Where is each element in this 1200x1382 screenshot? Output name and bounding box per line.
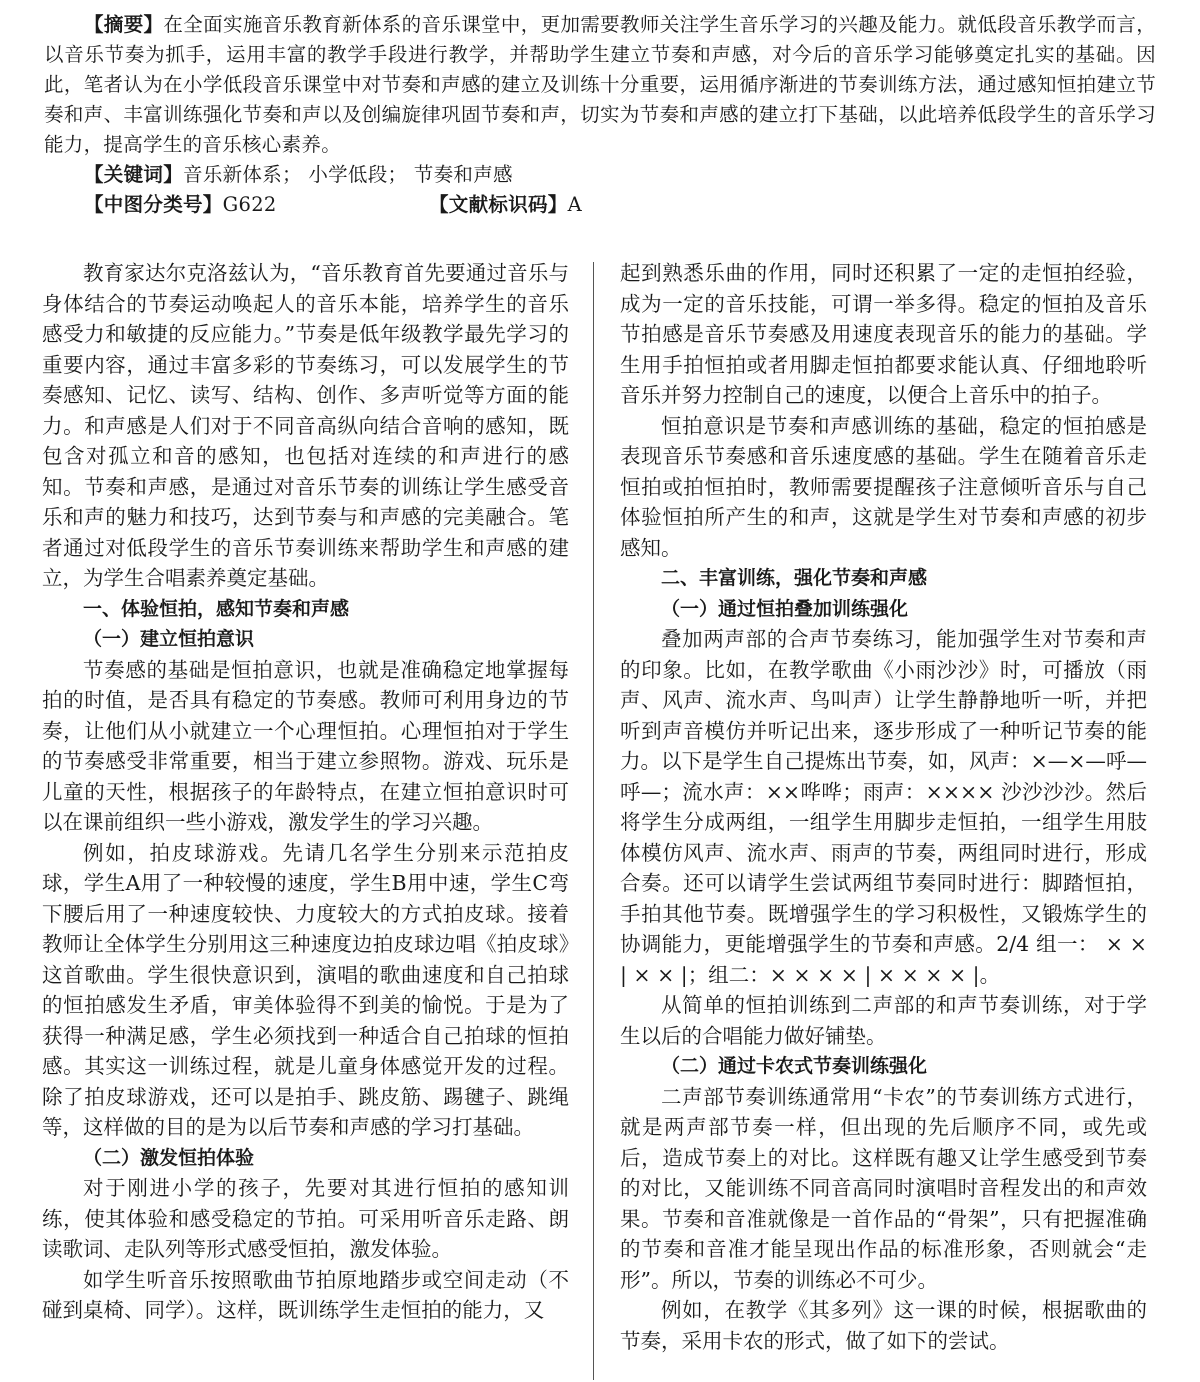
column-divider bbox=[593, 262, 594, 1380]
abstract-paragraph bbox=[44, 10, 1156, 160]
section-heading: 一、体验恒拍，感知节奏和声感 bbox=[83, 597, 350, 620]
abstract-block bbox=[44, 10, 1156, 220]
abstract-label: 【摘要】 bbox=[84, 13, 164, 36]
keywords-text: 音乐新体系； 小学低段； 节奏和声感 bbox=[183, 163, 513, 186]
classification-line bbox=[44, 190, 1156, 220]
body-paragraph: 叠加两声部的合声节奏练习，能加强学生对节奏和声的印象。比如，在教学歌曲《小雨沙沙》时，可播放（雨声、风声、流水声、鸟叫声）让学生静静地听一听，并把听到声音模仿并听记出来，逐步形成了一种听记节奏的能力。以下是学生自己提炼出节奏，如，风声：×—×—呼— 呼—；流水声：××哗哗；雨声：×××× 沙沙沙沙。然后将学生分成两组，一组学生用脚步走恒拍，一组学生用肢体模仿风声、流水声、雨声的节奏，两组同时进行，形成合奏。还可以请学生尝试两组节奏同时进行：脚踏恒拍，手拍其他节奏。既增强学生的学习积极性，又锻炼学生的协调能力，更能增强学生的节奏和声感。2/4 组一： × × | × × |；组二：× × × × | × × × × |。 bbox=[620, 627, 1147, 987]
body-paragraph: 二声部节奏训练通常用“卡农”的节奏训练方式进行，就是两声部节奏一样，但出现的先后顺序不同，或先或后，造成节奏上的对比。这样既有趣又让学生感受到节奏的对比，又能训练不同音高同时演唱时音程发出的和声效果。节奏和音准就像是一首作品的“骨架”，只有把握准确的节奏和音准才能呈现出作品的标准形象，否则就会“走形”。所以，节奏的训练必不可少。 bbox=[620, 1084, 1147, 1292]
doc-code-value: A bbox=[567, 193, 582, 216]
body-paragraph: 恒拍意识是节奏和声感训练的基础，稳定的恒拍感是表现音乐节奏感和音乐速度感的基础。学生在随着音乐走恒拍或拍恒拍时，教师需要提醒孩子注意倾听音乐与自己体验恒拍所产生的和声，这就是学生对节奏和声感的初步感知。 bbox=[620, 413, 1147, 560]
clc-group bbox=[84, 190, 429, 220]
body-paragraph: 对于刚进小学的孩子，先要对其进行恒拍的感知训练，使其体验和感受稳定的节拍。可采用听音乐走路、朗读歌词、走队列等形式感受恒拍，激发体验。 bbox=[42, 1176, 569, 1261]
keywords-label: 【关键词】 bbox=[84, 163, 184, 186]
subsection-heading: （一）建立恒拍意识 bbox=[83, 628, 255, 650]
right-column bbox=[620, 258, 1147, 1356]
body-paragraph: 节奏感的基础是恒拍意识，也就是准确稳定地掌握每拍的时值，是否具有稳定的节奏感。教师可利用身边的节奏，让他们从小就建立一个心理恒拍。心理恒拍对于学生的节奏感受非常重要，相当于建立参照物。游戏、玩乐是儿童的天性，根据孩子的年龄特点，在建立恒拍意识时可以在课前组织一些小游戏，激发学生的学习兴趣。 bbox=[42, 657, 569, 834]
subsection-heading: （一）通过恒拍叠加训练强化 bbox=[661, 597, 909, 620]
body-paragraph: 从简单的恒拍训练到二声部的和声节奏训练，对于学生以后的合唱能力做好铺垫。 bbox=[620, 993, 1147, 1048]
body-paragraph: 例如，拍皮球游戏。先请几名学生分别来示范拍皮球，学生A用了一种较慢的速度，学生B用中速，学生C弯下腰后用了一种速度较快、力度较大的方式拍皮球。接着教师让全体学生分别用这三种速度边拍皮球边唱《拍皮球》这首歌曲。学生很快意识到，演唱的歌曲速度和自己拍球的恒拍感发生矛盾，审美体验得不到美的愉悦。于是为了获得一种满足感，学生必须找到一种适合自己拍球的恒拍感。其实这一训练过程，就是儿童身体感觉开发的过程。除了拍皮球游戏，还可以是拍手、跳皮筋、踢毽子、跳绳等，这样做的目的是为以后节奏和声感的学习打基础。 bbox=[42, 840, 569, 1139]
doc-code-group bbox=[429, 190, 582, 220]
abstract-text: 在全面实施音乐教育新体系的音乐课堂中，更加需要教师关注学生音乐学习的兴趣及能力。就低段音乐教学而言，以音乐节奏为抓手，运用丰富的教学手段进行教学，并帮助学生建立节奏和声感，对今后的音乐学习能够奠定扎实的基础。因此，笔者认为在小学低段音乐课堂中对节奏和声感的建立及训练十分重要，运用循序渐进的节奏训练方法，通过感知恒拍建立节奏和声、丰富训练强化节奏和声以及创编旋律巩固节奏和声，切实为节奏和声感的建立打下基础，以此培养低段学生的音乐学习能力，提高学生的音乐核心素养。 bbox=[44, 13, 1156, 156]
section-heading: 二、丰富训练，强化节奏和声感 bbox=[661, 567, 928, 589]
body-paragraph: 教育家达尔克洛兹认为，“音乐教育首先要通过音乐与身体结合的节奏运动唤起人的音乐本能，培养学生的音乐感受力和敏捷的反应能力。”节奏是低年级教学最先学习的重要内容，通过丰富多彩的节奏练习，可以发展学生的节奏感知、记忆、读写、结构、创作、多声听觉等方面的能力。和声感是人们对于不同音高纵向结合音响的感知，既包含对孤立和音的感知，也包括对连续的和声进行的感知。节奏和声感，是通过对音乐节奏的训练让学生感受音乐和声的魅力和技巧，达到节奏与和声感的完美融合。笔者通过对低段学生的音乐节奏训练来帮助学生和声感的建立，为学生合唱素养奠定基础。 bbox=[42, 261, 569, 590]
subsection-heading: （二）激发恒拍体验 bbox=[83, 1146, 255, 1169]
body-paragraph: 例如，在教学《其多列》这一课的时候，根据歌曲的节奏，采用卡农的形式，做了如下的尝试。 bbox=[620, 1298, 1147, 1353]
doc-code-label: 【文献标识码】 bbox=[429, 193, 568, 216]
clc-label: 【中图分类号】 bbox=[84, 193, 223, 216]
clc-value: G622 bbox=[222, 193, 277, 216]
body-paragraph: 如学生听音乐按照歌曲节拍原地踏步或空间走动（不碰到桌椅、同学）。这样，既训练学生走恒拍的能力，又 bbox=[42, 1267, 569, 1322]
subsection-heading: （二）通过卡农式节奏训练强化 bbox=[661, 1055, 928, 1077]
keywords-line bbox=[44, 160, 1156, 190]
left-column bbox=[42, 258, 569, 1326]
body-paragraph: 起到熟悉乐曲的作用，同时还积累了一定的走恒拍经验，成为一定的音乐技能，可谓一举多得。稳定的恒拍及音乐节拍感是音乐节奏感及用速度表现音乐的能力的基础。学生用手拍恒拍或者用脚走恒拍都要求能认真、仔细地聆听音乐并努力控制自己的速度，以便合上音乐中的拍子。 bbox=[620, 261, 1147, 407]
